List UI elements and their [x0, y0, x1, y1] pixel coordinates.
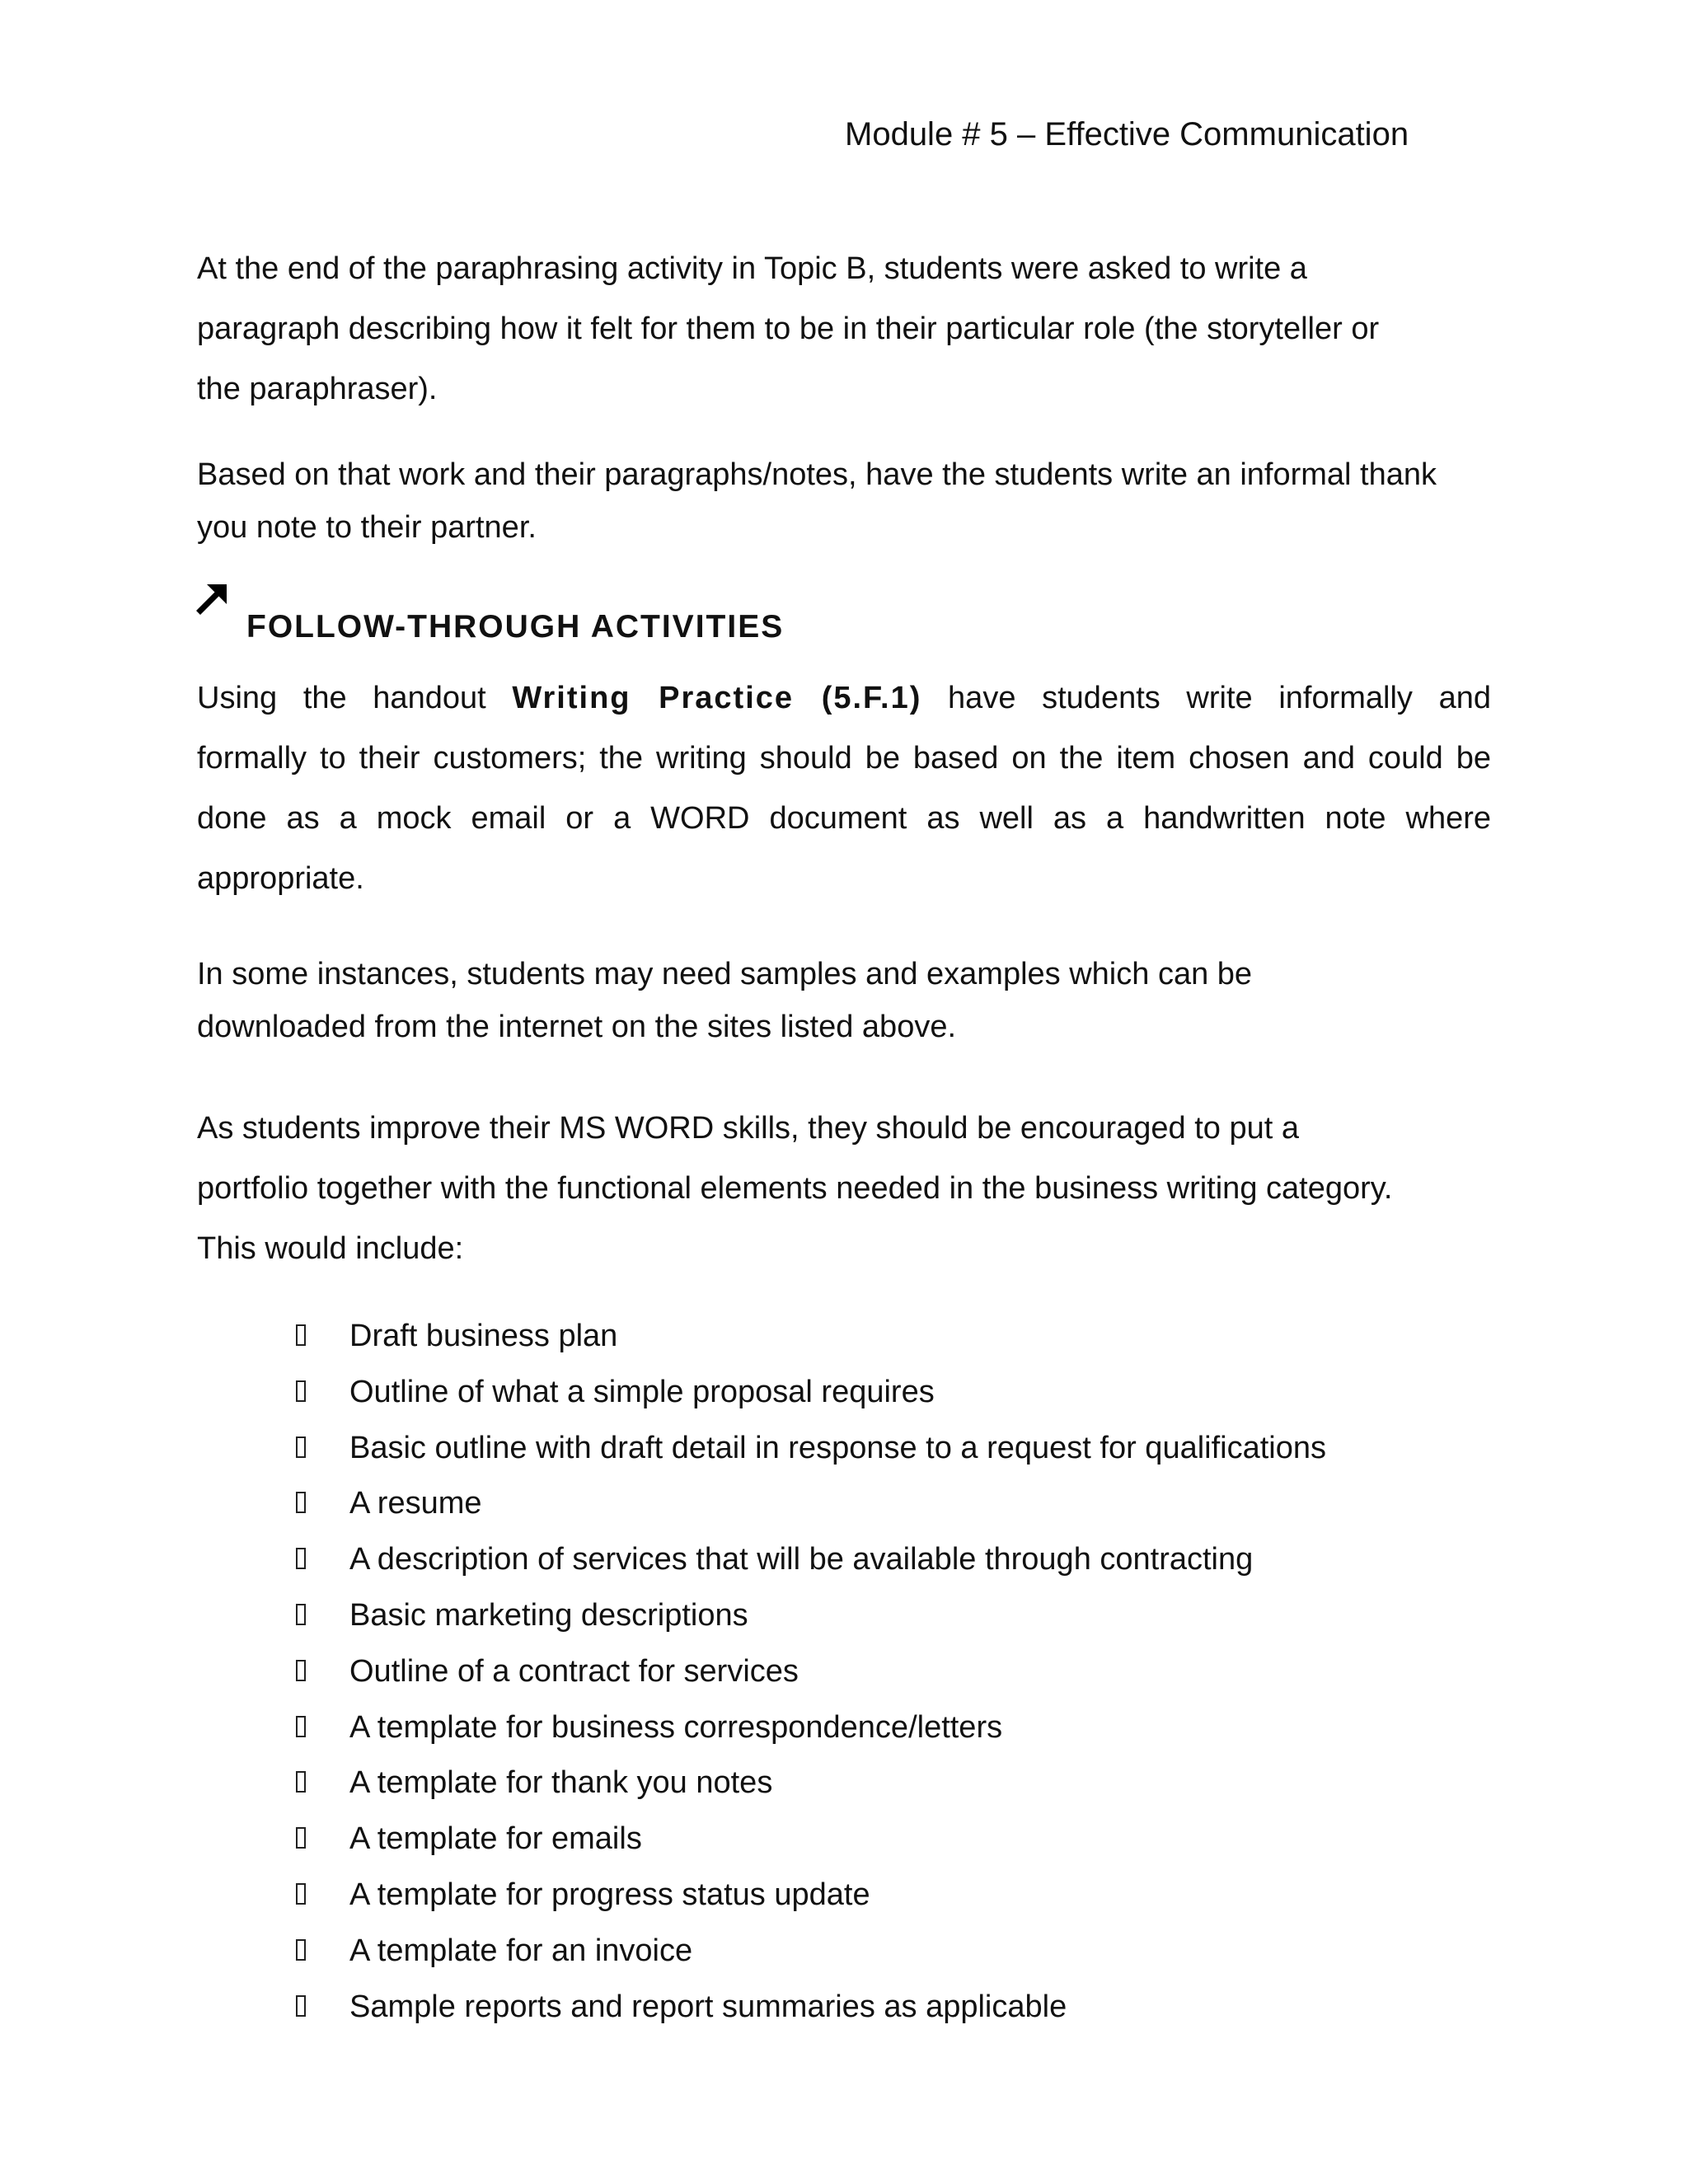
list-item — [293, 1476, 1326, 1532]
paragraph-line: Based on that work and their paragraphs/notes, have the students write an informal thank — [197, 457, 1437, 492]
list-item-label: Draft business plan — [349, 1319, 618, 1353]
list-item-label: Sample reports and report summaries as applicable — [349, 1989, 1067, 2024]
paragraph-line: At the end of the paraphrasing activity in Topic B, students were asked to write a — [197, 251, 1307, 286]
list-item-label: A template for an invoice — [349, 1933, 693, 1968]
list-item — [293, 1421, 1326, 1477]
paragraph-line: the paraphraser). — [197, 372, 438, 406]
bullet-box-icon — [296, 1324, 306, 1346]
list-item-label: A description of services that will be available through contracting — [349, 1542, 1254, 1577]
arrow-up-right-icon — [195, 579, 232, 616]
paragraph-line: This would include: — [197, 1231, 464, 1266]
list-item — [293, 1811, 1326, 1868]
list-item — [293, 1700, 1326, 1756]
paragraph-samples — [197, 948, 1491, 1053]
paragraph-follow-through — [197, 668, 1491, 909]
list-item — [293, 1755, 1326, 1811]
list-item — [293, 1309, 1326, 1365]
paragraph-portfolio — [197, 1099, 1491, 1279]
bullet-box-icon — [296, 1716, 306, 1737]
paragraph-line: formally to their customers; the writing should be based on the item chosen and could be — [197, 741, 1491, 776]
bullet-box-icon — [296, 1380, 306, 1402]
bullet-box-icon — [296, 1660, 306, 1681]
paragraph-thank-you-note — [197, 448, 1491, 554]
bullet-box-icon — [296, 1995, 306, 2017]
paragraph-activity-intro — [197, 239, 1491, 419]
bullet-box-icon — [296, 1883, 306, 1905]
list-item — [293, 1980, 1326, 2036]
text-run: Using the handout — [197, 681, 513, 715]
list-item-label: Basic outline with draft detail in response to a request for qualifications — [349, 1430, 1326, 1465]
list-item — [293, 1365, 1326, 1421]
paragraph-line: downloaded from the internet on the sites listed above. — [197, 1010, 957, 1044]
list-item-label: A template for thank you notes — [349, 1765, 773, 1801]
paragraph-line: paragraph describing how it felt for them to be in their particular role (the storyteller or — [197, 312, 1380, 346]
page-header — [845, 113, 1409, 156]
bullet-box-icon — [296, 1771, 306, 1793]
bullet-box-icon — [296, 1492, 306, 1513]
list-item-label: A template for business correspondence/letters — [349, 1709, 1003, 1745]
paragraph-line: done as a mock email or a WORD document as well as a handwritten note where — [197, 801, 1491, 836]
list-item — [293, 1532, 1326, 1588]
list-item-label: Outline of a contract for services — [349, 1653, 799, 1689]
list-item-label: A template for emails — [349, 1821, 642, 1857]
list-item-label: Basic marketing descriptions — [349, 1597, 748, 1633]
paragraph-line: portfolio together with the functional elements needed in the business writing category. — [197, 1171, 1393, 1206]
paragraph-line: In some instances, students may need samples and examples which can be — [197, 957, 1253, 991]
bullet-box-icon — [296, 1827, 306, 1849]
section-heading: FOLLOW-THROUGH ACTIVITIES — [246, 609, 785, 644]
bullet-box-icon — [296, 1939, 306, 1961]
list-item-label: Outline of what a simple proposal requires — [349, 1374, 935, 1409]
text-run: have students write informally and — [921, 681, 1491, 715]
module-title: Module # 5 – Effective Communication — [845, 116, 1409, 152]
list-item-label: A resume — [349, 1486, 482, 1521]
handout-reference: Writing Practice (5.F.1) — [512, 681, 922, 715]
list-item-label: A template for progress status update — [349, 1877, 870, 1912]
paragraph-line — [197, 668, 1491, 729]
list-item — [293, 1588, 1326, 1644]
list-item — [293, 1924, 1326, 1980]
list-item — [293, 1868, 1326, 1924]
paragraph-line: As students improve their MS WORD skills, they should be encouraged to put a — [197, 1111, 1299, 1146]
portfolio-list — [293, 1309, 1326, 2035]
bullet-box-icon — [296, 1436, 306, 1458]
paragraph-line: you note to their partner. — [197, 510, 537, 545]
bullet-box-icon — [296, 1604, 306, 1625]
list-item — [293, 1644, 1326, 1700]
bullet-box-icon — [296, 1548, 306, 1569]
paragraph-line: appropriate. — [197, 861, 364, 896]
